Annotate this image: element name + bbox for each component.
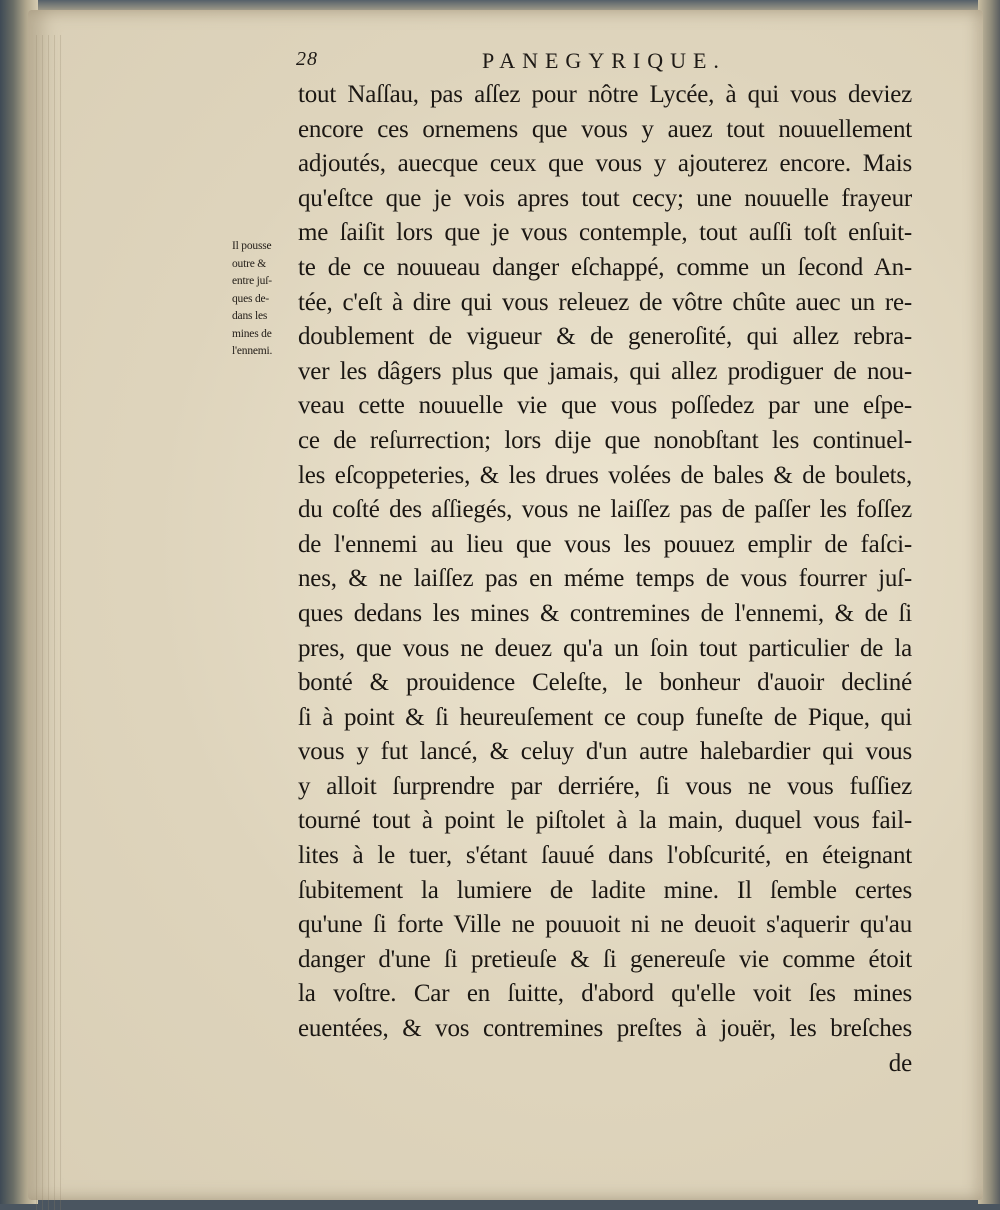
text-line: ſi à point & ſi heureuſement ce coup funeſte de Pique, qui: [298, 703, 912, 731]
page-stack-edges: [36, 35, 62, 1210]
text-line: tée, c'eſt à dire qui vous releuez de vôtre chûte auec un re-: [298, 288, 912, 316]
marginal-note-line: entre juſ-: [232, 275, 272, 287]
running-title: PANEGYRIQUE.: [482, 48, 726, 73]
text-line: nes, & ne laiſſez pas en méme temps de vous fourrer juſ-: [298, 565, 912, 593]
text-line: du coſté des aſſiegés, vous ne laiſſez pas de paſſer les foſſez: [298, 496, 912, 524]
text-line: de l'ennemi au lieu que vous les pouuez emplir de faſci-: [298, 530, 912, 558]
text-line: pres, que vous ne deuez qu'a un ſoin tout particulier de la: [298, 634, 912, 662]
marginal-note: [232, 238, 296, 361]
text-line: les eſcoppeteries, & les drues volées de bales & de boulets,: [298, 461, 912, 489]
page-number: 28: [296, 48, 318, 70]
body-text: [298, 78, 912, 1081]
text-line: te de ce nouueau danger eſchappé, comme un ſecond An-: [298, 253, 912, 281]
text-line: bonté & prouidence Celeſte, le bonheur d'auoir decliné: [298, 669, 912, 697]
text-line: ſubitement la lumiere de ladite mine. Il ſemble certes: [298, 876, 912, 904]
text-line: danger d'une ſi pretieuſe & ſi genereuſe vie comme étoit: [298, 945, 912, 973]
marginal-note-line: l'ennemi.: [232, 345, 273, 357]
text-line: vous y fut lancé, & celuy d'un autre halebardier qui vous: [298, 738, 912, 766]
text-line: qu'eſtce que je vois apres tout cecy; une nouuelle frayeur: [298, 184, 912, 212]
marginal-note-line: outre &: [232, 257, 267, 270]
text-line: tout Naſſau, pas aſſez pour nôtre Lycée, à qui vous deviez: [298, 81, 912, 108]
text-line: ver les dâgers plus que jamais, qui allez prodiguer de nou-: [298, 357, 912, 385]
marginal-note-line: ques de-: [232, 292, 270, 305]
text-line: ce de reſurrection; lors dije que nonobſtant les continuel-: [298, 426, 912, 454]
text-line: doublement de vigueur & de generoſité, qui allez rebra-: [298, 323, 912, 351]
text-line: encore ces ornemens que vous y auez tout nouuellement: [298, 115, 912, 143]
text-line: adjoutés, auecque ceux que vous y ajouterez encore. Mais: [298, 150, 912, 178]
text-line: lites à le tuer, s'étant ſauué dans l'obſcurité, en éteignant: [298, 842, 912, 870]
marginal-note-line: dans les: [232, 310, 268, 322]
marginal-note-line: mines de: [232, 327, 272, 340]
text-line: me ſaiſit lors que je vous contemple, tout auſſi toſt enſuit-: [298, 219, 912, 247]
text-line: la voſtre. Car en ſuitte, d'abord qu'elle voit ſes mines: [298, 980, 912, 1008]
text-line: ques dedans les mines & contremines de l'ennemi, & de ſi: [298, 599, 912, 627]
text-line: euentées, & vos contremines preſtes à jouër, les breſches: [298, 1015, 912, 1043]
text-line: tourné tout à point le piſtolet à la main, duquel vous fail-: [298, 807, 912, 835]
catchword: de: [888, 1049, 912, 1077]
text-line: qu'une ſi forte Ville ne pouuoit ni ne deuoit s'aquerir qu'au: [298, 911, 912, 939]
marginal-note-line: Il pousse: [232, 240, 272, 252]
running-head: [296, 48, 916, 82]
text-line: veau cette nouuelle vie que vous poſſedez par une eſpe-: [298, 392, 912, 420]
text-line: y alloit ſurprendre par derriére, ſi vous ne vous fuſſiez: [298, 772, 912, 800]
